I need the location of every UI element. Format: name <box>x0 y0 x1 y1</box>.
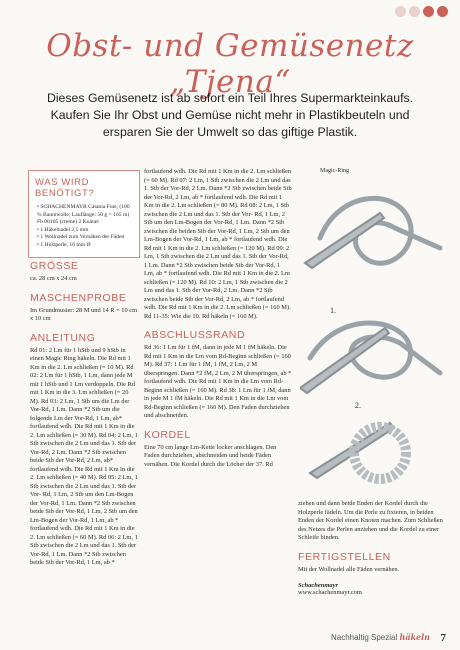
figure-label: Magic-Ring <box>320 168 349 174</box>
kordel-text: Eine 70 cm lange Lm-Kette locker anschlagen. Den Faden durchziehen, abschneiden und beide Fäden vernähen. Die Kordel durch die Löcher der 37. Rd <box>144 443 277 468</box>
footer-label: Nachhaltig Spezial <box>331 633 398 642</box>
kordel-continued: ziehen und dann beide Enden der Kordel durch die Holzperle fädeln. Um die Perle zu fixieren, in beiden Enden der Kordel einen Knoten machen. Zum Schließen des Netzes die Perlen anziehen und die Kordel zu einer Schleife binden. <box>298 500 443 541</box>
instructions-continued: fortlaufend wdh. Die Rd mit 1 Km in die 2. Lm schließen (= 60 M). Rd 07: 2 Lm, 1 Stb zwischen die 2 Lm und das 1. Stb der Vor-Rd, 2 Lm. Dann *2 Stb zwischen beide Stb der Vor-Rd, 2 Lm, ab * fortlaufend wdh. Die Rd mit 1 Km in die 2. Lm schließen (= 80 M). Rd 08: 2 Lm, 1 Stb zwischen die 2 Lm und das 1. Stb der Vor- Rd, 1 Lm, 2 Stb um den Lm-Bogen der Vor-Rd, 1 Lm. Dann *2 Stb zwischen die beiden Stb der Vor-Rd, 1 Lm, 2 Stb um den Lm-Bogen der Vor-Rd, 1 Lm, ab * fortlaufend wdh. Die Rd mit 1 Km in die 2. Lm schließen (= 120 M). Rd 09: 2 Lm, 1 Stb zwischen die 2 Lm und das 1. Stb der Vor-Rd, 1 Lm. Dann *2 Stb zwischen beide Stb der Vor-Rd, 1 Lm, ab * fortlaufend wdh. Die Rd mit 1 Km in die 2. Lm schließen (= 120 M). Rd 10: 2 Lm, 1 Stb zwischen die 2 Lm und das 1. Stb der Vor-Rd, 2 Lm. Dann *2 Stb zwischen beide Stb der Vor-Rd, 2 Lm, ab * fortlaufend wdh. Die Rd mit 1 Km in die 2. Lm schließen (= 160 M). Rd 11-35: Wie die 10. Rd häkeln (= 160 M). <box>144 168 292 320</box>
abschluss-text: Rd 36: 1 Lm für 1 fM, dann in jede M 1 fM häkeln. Die Rd mit 1 Km in die Lm vom Rd-Beginn schließen (= 160 M). Rd 37: 1 Lm für 1 fM, 1 fM, 2 Lm, 2 M überspringen. Dann *2 fM, 2 Lm, 2 M überspringen, ab * fortlaufend wdh. Die Rd mit 1 Km in die Lm vom Rd-Beginn schließen (= 160 M). Rd 38: 1 Lm für 1 fM, dann in jede M 1 fM häkeln. Die Rd mit 1 Km in die Lm vom Rd-Beginn schließen (= 160 M). Den Faden durchziehen und abschneiden. <box>144 344 292 419</box>
section-anleitung <box>30 332 138 568</box>
materials-box <box>28 170 140 258</box>
groesse-heading: GRÖSSE <box>30 260 79 272</box>
materials-heading: WAS WIRD BENÖTIGT? <box>35 177 95 199</box>
section-kordel <box>144 429 292 470</box>
kordel-heading: KORDEL <box>144 428 191 441</box>
material-item: • 1 Häkelnadel 2,5 mm <box>37 226 89 233</box>
column-3 <box>298 500 448 598</box>
section-abschlussrand <box>144 329 292 421</box>
page-number: 7 <box>440 632 446 644</box>
footer-word: häkeln <box>399 632 430 642</box>
brand-name: Schachenmayr <box>298 582 339 589</box>
section-fertigstellen <box>298 551 448 575</box>
magic-ring-illustrations <box>300 168 450 498</box>
page-title: Obst- und Gemüsenetz „Tjena“ <box>46 28 414 100</box>
yarn-loop-1 <box>320 198 440 263</box>
maschenprobe-text: Im Grundmuster: 28 M und 14 R = 10 cm x 10 cm <box>30 306 138 322</box>
dot-active <box>423 6 434 17</box>
materials-list <box>29 204 139 250</box>
fertig-heading: FERTIGSTELLEN <box>298 550 391 563</box>
footer <box>331 632 430 642</box>
step-label: 2. <box>355 401 361 410</box>
abschluss-heading: ABSCHLUSSRAND <box>144 329 246 341</box>
maschenprobe-heading: MASCHENPROBE <box>30 291 127 304</box>
material-item: • 1 Wollnadel zum Vernähen der Fäden <box>37 234 125 241</box>
header-page-dots <box>395 6 448 17</box>
section-maschenprobe <box>30 292 138 324</box>
brand-url[interactable]: www.schachenmayr.com <box>298 589 362 596</box>
step-label: 1. <box>330 306 336 315</box>
section-groesse <box>30 260 138 284</box>
material-item: • 1 Holzperle, 16 mm Ø <box>37 241 91 248</box>
intro-text: Dieses Gemüsenetz ist ab sofort ein Teil Ihres Supermarkteinkaufs. Kaufen Sie Ihr Obst und Gemüse nicht mehr in Plastikbeuteln und ersparen Sie der Umwelt so das giftige Plastik. <box>46 91 414 139</box>
column-2 <box>144 168 292 477</box>
dot <box>409 6 420 17</box>
column-1 <box>30 260 138 576</box>
hook-2 <box>300 328 389 393</box>
material-item: • SCHACHENMAYR Catania Fine, (100 % Baumwolle; Lauflänge: 50 g = 165 m) Fb 00105 (creme) 2 Knäuel <box>37 204 130 226</box>
fertig-text: Mit der Wollnadel alle Fäden vernähen. <box>298 565 400 573</box>
groesse-text: ca. 28 cm x 24 cm <box>30 275 77 282</box>
anleitung-text: Rd 01: 2 Lm für 1 hStb und 9 hStb in einen Magic Ring häkeln. Die Rd mit 1 Km in die 2. Lm schließen (= 10 M). Rd 02: 2 Lm für 1 hStb, 1 Lm, dann jede M mit 1 hStb und 1 Lm verdoppeln. Die Rd mit 1 Km in die 3. Lm schließen (= 20 M). Rd 03: 2 Lm, 1 Stb um die Lm der Vor-Rd, 1 Lm. Dann *2 Stb um die folgende Lm der Vor-Rd, 1 Lm, ab* fortlaufend wdh. Die Rd mit 1 Km in die 2. Lm schließen (= 30 M). Rd 04: 2 Lm, 1 Stb zwischen die 2 Lm und das 1. Stb der Vor-Rd, 2 Lm. Dann *2 Stb zwischen beide Stb der Vor-Rd, 2 Lm, ab* fortlaufend wdh. Die Rd mit 1 Km in die 2. Lm schließen (= 40 M). Rd 05: 2 Lm, 1 Stb zwischen die 2 Lm und das 1. Stb der Vor- Rd, 1 Lm, 2 Stb um den Lm-Bogen der Vor-Rd, 1 Lm. Dann *2 Stb zwischen beide Stb der Vor-Rd, 1 Lm, 2 Stb um den Lm-Bogen der Vor-Rd, 1 Lm, ab * fortlaufend wdh. Die Rd mit 1 Km in die 2. Lm schließen (= 60 M). Rd 06: 2 Lm, 1 Stb zwischen die 2 Lm und das 1. Stb der Vor-Rd, 1 Lm. Dann *2 Stb zwischen beide Stb der Vor-Rd, 1 Lm, ab * <box>30 346 138 566</box>
anleitung-heading: ANLEITUNG <box>30 331 96 344</box>
crochet-diagram <box>300 168 450 498</box>
dot <box>395 6 406 17</box>
dot-active <box>437 6 448 17</box>
